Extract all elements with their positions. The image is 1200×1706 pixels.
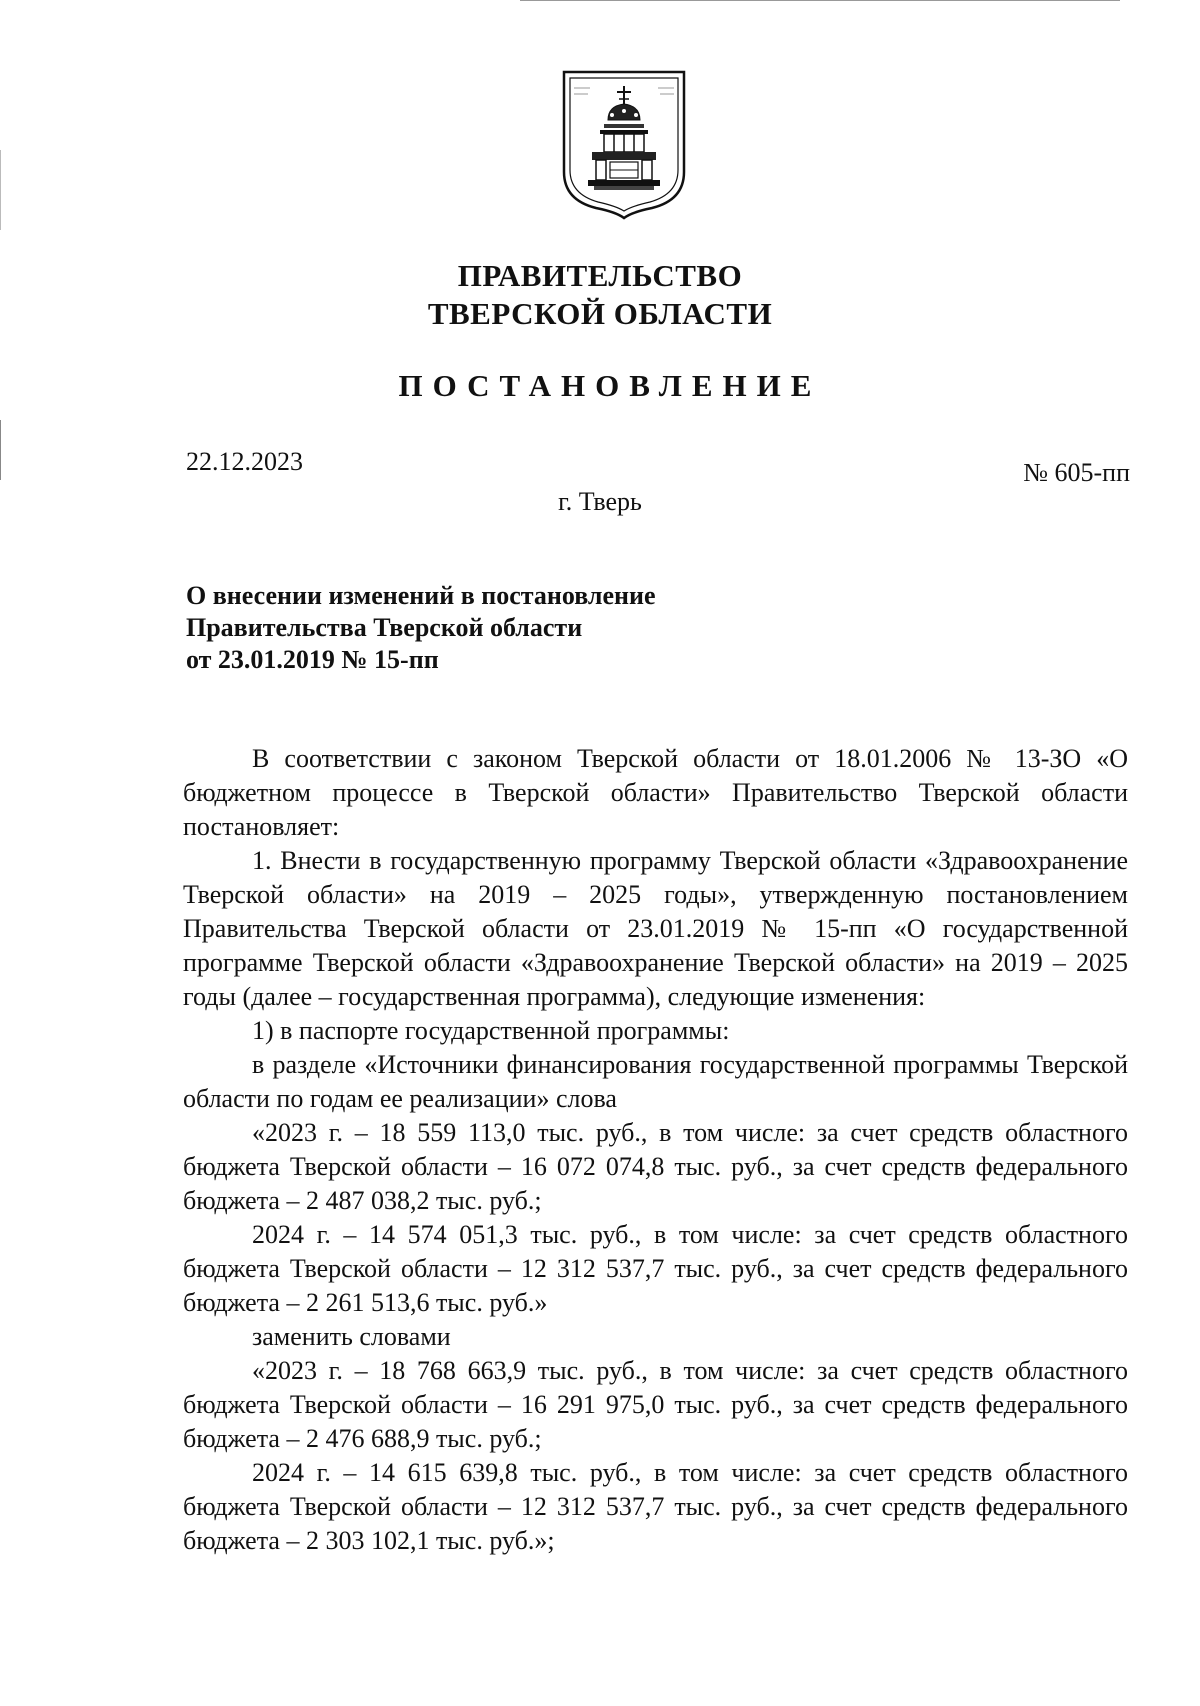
document-city: г. Тверь <box>558 487 642 516</box>
scan-edge-line <box>520 0 1120 1</box>
document-subject <box>186 580 656 676</box>
scan-edge-line <box>0 420 1 480</box>
scan-edge-line <box>0 150 1 230</box>
body-paragraph: 1) в паспорте государственной программы: <box>252 1016 730 1045</box>
body-paragraph: заменить словами <box>252 1322 451 1351</box>
subject-line: от 23.01.2019 № 15-пп <box>186 645 439 674</box>
organization-name-line-1: ПРАВИТЕЛЬСТВО <box>457 258 743 293</box>
document-type-title: ПОСТАНОВЛЕНИЕ <box>398 368 822 403</box>
body-paragraph: 2024 г. – 14 574 051,3 тыс. руб., в том числе: за счет средств областного бюджета Тверской области – 12 312 537,7 тыс. руб., за счет средств федерального бюджета – 2 261 513,6 тыс. руб.» <box>183 1220 1128 1317</box>
body-paragraph: 1. Внести в государственную программу Тверской области «Здравоохранение Тверской области» на 2019 – 2025 годы», утвержденную постановлением Правительства Тверской области от 23.01.2019 № 15-пп «О государственной программе Тверской области «Здравоохранение Тверской области» на 2019 – 2025 годы (далее – государственная программа), следующие изменения: <box>183 846 1128 1011</box>
document-body <box>183 742 1128 1558</box>
tver-region-coat-of-arms-icon <box>560 68 688 220</box>
body-paragraph: в разделе «Источники финансирования государственной программы Тверской области по годам ее реализации» слова <box>183 1050 1128 1113</box>
body-paragraph: «2023 г. – 18 559 113,0 тыс. руб., в том числе: за счет средств областного бюджета Тверской области – 16 072 074,8 тыс. руб., за счет средств федерального бюджета – 2 487 038,2 тыс. руб.; <box>183 1118 1128 1215</box>
document-date: 22.12.2023 <box>186 447 303 476</box>
subject-line: Правительства Тверской области <box>186 613 583 642</box>
body-paragraph: 2024 г. – 14 615 639,8 тыс. руб., в том числе: за счет средств областного бюджета Тверской области – 12 312 537,7 тыс. руб., за счет средств федерального бюджета – 2 303 102,1 тыс. руб.»; <box>183 1458 1128 1555</box>
subject-line: О внесении изменений в постановление <box>186 581 656 610</box>
body-paragraph: «2023 г. – 18 768 663,9 тыс. руб., в том числе: за счет средств областного бюджета Тверской области – 16 291 975,0 тыс. руб., за счет средств федерального бюджета – 2 476 688,9 тыс. руб.; <box>183 1356 1128 1453</box>
document-number: № 605-пп <box>1023 458 1130 487</box>
organization-name-line-2: ТВЕРСКОЙ ОБЛАСТИ <box>427 296 773 331</box>
body-paragraph: В соответствии с законом Тверской области от 18.01.2006 № 13-ЗО «О бюджетном процессе в Тверской области» Правительство Тверской области постановляет: <box>183 744 1128 841</box>
